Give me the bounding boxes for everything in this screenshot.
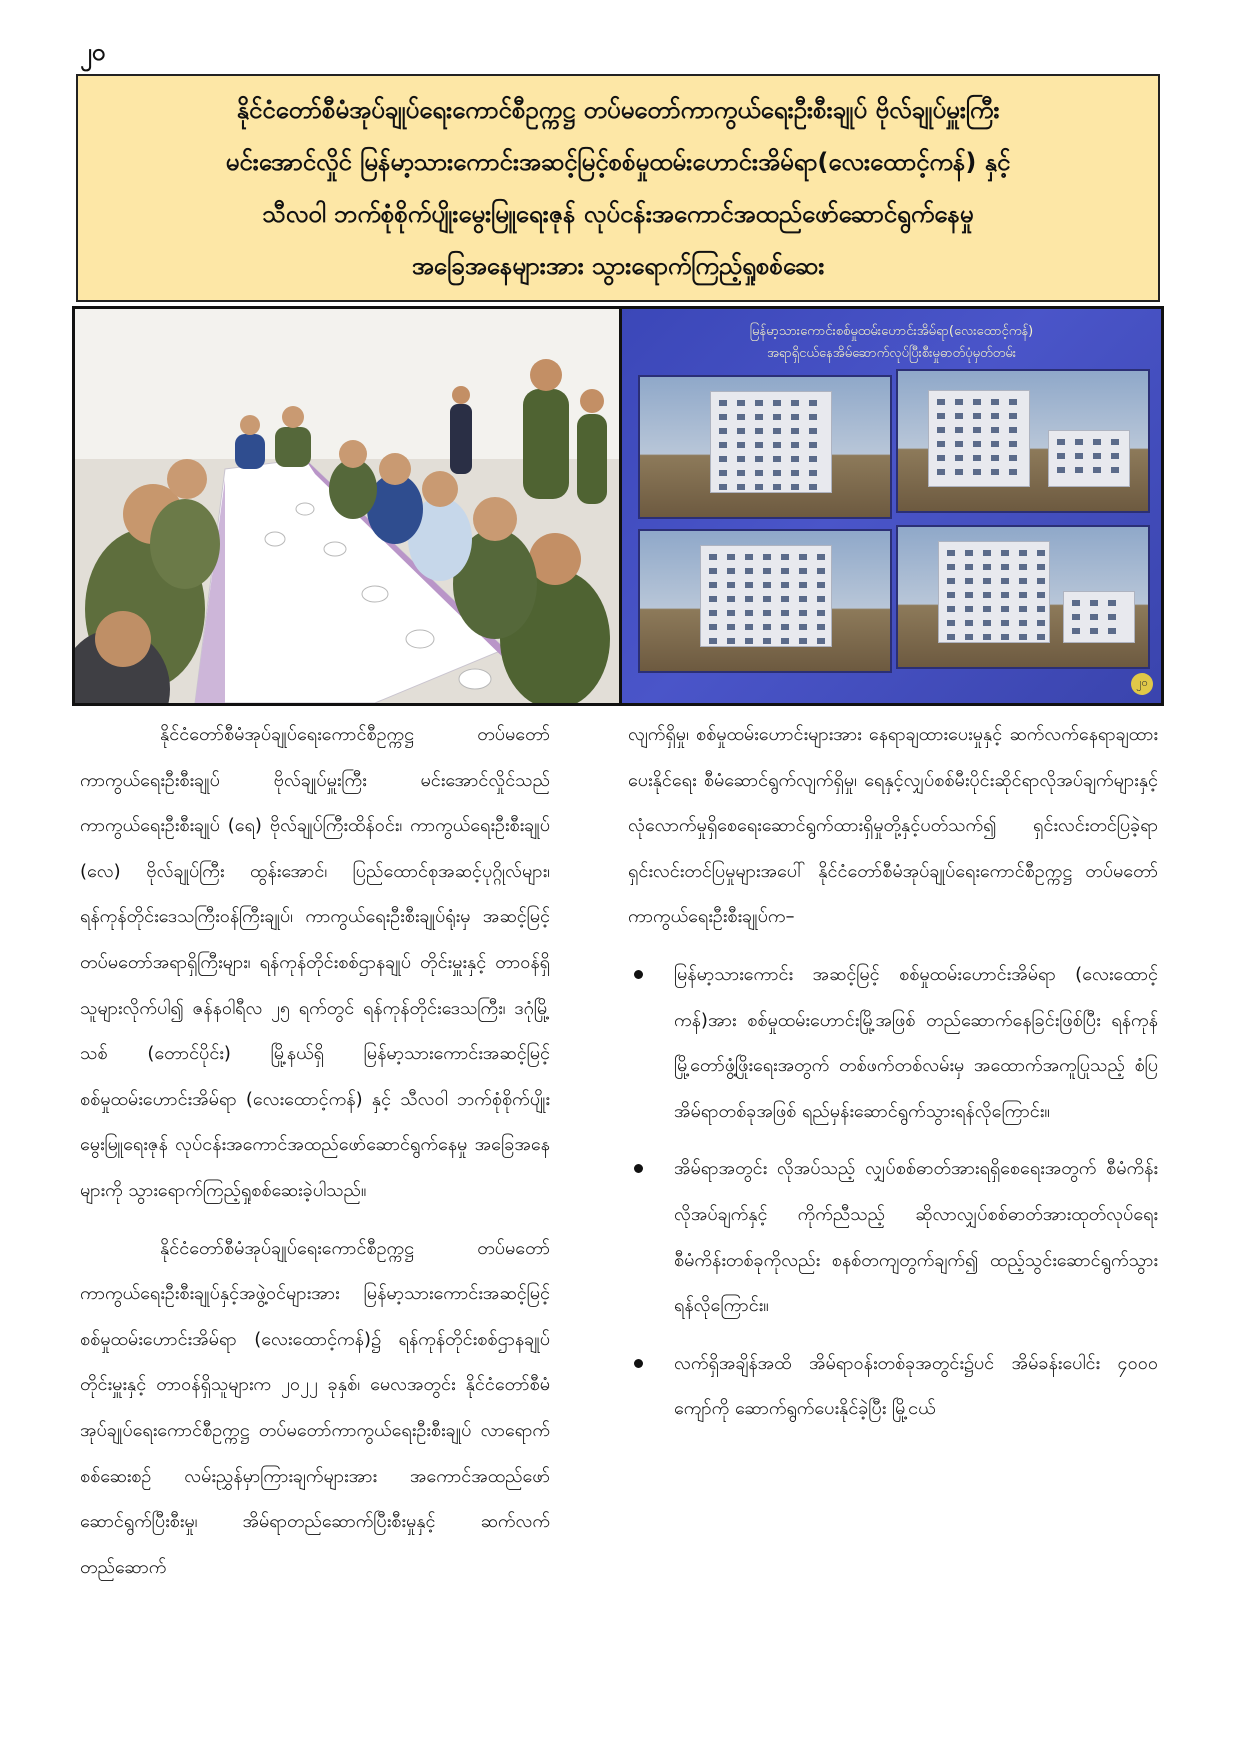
headline-line-4: အခြေအနေများအား သွားရောက်ကြည့်ရှုစစ်ဆေး bbox=[411, 252, 825, 280]
building-photo-4 bbox=[896, 525, 1150, 669]
slide-title-line-2: အရာရှိငယ်နေအိမ်ဆောက်လုပ်ပြီးစီးမှုဓာတ်ပုံမှတ်တမ်း bbox=[766, 346, 1017, 361]
headline-line-1: နိုင်ငံတော်စီမံအုပ်ချုပ်ရေးကောင်စီဥက္ကဋ္ဌ တပ်မတော်ကာကွယ်ရေးဦးစီးချုပ် ဗိုလ်ချုပ်မှူးကြီး bbox=[236, 96, 1000, 124]
directive-item-1 bbox=[628, 952, 1158, 1134]
bullet-icon bbox=[634, 1164, 643, 1173]
bullet-icon bbox=[634, 1359, 643, 1368]
directive-item-2 bbox=[628, 1146, 1158, 1328]
article-paragraph-2: နိုင်ငံတော်စီမံအုပ်ချုပ်ရေးကောင်စီဥက္ကဋ္ဌ တပ်မတော်ကာကွယ်ရေးဦးစီးချုပ်နှင့်အဖွဲ့ဝင်များအား မြန်မာ့သားကောင်းအဆင့်မြင့်စစ်မှုထမ်းဟောင်းအိမ်ရာ (လေးထောင့်ကန်)၌ ရန်ကုန်တိုင်းစစ်ဌာနချုပ်တိုင်းမှူးနှင့် တာဝန်ရှိသူများက ၂၀၂၂ ခုနှစ်၊ မေလအတွင်း နိုင်ငံတော်စီမံအုပ်ချုပ်ရေးကောင်စီဥက္ကဋ္ဌ တပ်မတော်ကာကွယ်ရေးဦးစီးချုပ် လာရောက်စစ်ဆေးစဉ် လမ်းညွှန်မှာကြားချက်များအား အကောင်အထည်ဖော်ဆောင်ရွက်ပြီးစီးမှု၊ အိမ်ရာတည်ဆောက်ပြီးစီးမှုနှင့် ဆက်လက်တည်ဆောက် bbox=[80, 1237, 550, 1578]
meeting-scene-illustration bbox=[75, 309, 619, 703]
directive-item-text: လက်ရှိအချိန်အထိ အိမ်ရာဝန်းတစ်ခုအတွင်း၌ပင် အိမ်ခန်းပေါင်း ၄၀၀၀ ကျော်ကို ဆောက်ရွက်ပေးနိုင်ခဲ့ပြီး မြို့ငယ် bbox=[674, 1352, 1158, 1420]
building-photo-1 bbox=[638, 375, 892, 519]
page-number: ၂၀ bbox=[80, 38, 106, 66]
directive-item-3 bbox=[628, 1341, 1158, 1432]
article-paragraph-3: လျက်ရှိမှု၊ စစ်မှုထမ်းဟောင်းများအား နေရာချထားပေးမှုနှင့် ဆက်လက်နေရာချထားပေးနိုင်ရေး စီမံဆောင်ရွက်လျက်ရှိမှု၊ ရေနှင့်လျှပ်စစ်မီးပိုင်းဆိုင်ရာလိုအပ်ချက်များနှင့် လုံလောက်မှုရှိစေရေးဆောင်ရွက်ထားရှိမှုတို့နှင့်ပတ်သက်၍ ရှင်းလင်းတင်ပြခဲ့ရာ ရှင်းလင်းတင်ပြမှုများအပေါ် နိုင်ငံတော်စီမံအုပ်ချုပ်ရေးကောင်စီဥက္ကဋ္ဌ တပ်မတော်ကာကွယ်ရေးဦးစီးချုပ်က– bbox=[628, 724, 1158, 928]
headline-box bbox=[76, 74, 1160, 302]
presentation-slide-photo bbox=[622, 309, 1161, 703]
directive-list bbox=[628, 952, 1158, 1432]
slide-page-badge: ၂၀ bbox=[1131, 673, 1153, 695]
article-column-left bbox=[80, 712, 550, 1602]
headline-line-3: သီလဝါ ဘက်စုံစိုက်ပျိုးမွေးမြူရေးဇုန် လုပ်ငန်းအကောင်အထည်ဖော်ဆောင်ရွက်နေမှု bbox=[262, 200, 974, 228]
slide-title bbox=[622, 321, 1161, 365]
headline-line-2: မင်းအောင်လှိုင် မြန်မာ့သားကောင်းအဆင့်မြင့်စစ်မှုထမ်းဟောင်းအိမ်ရာ(လေးထောင့်ကန်) နှင့် bbox=[225, 148, 1011, 176]
bullet-icon bbox=[634, 970, 643, 979]
article-column-right bbox=[628, 712, 1158, 1444]
photo-collage bbox=[72, 306, 1164, 706]
meeting-photo bbox=[75, 309, 619, 703]
article-paragraph-1: နိုင်ငံတော်စီမံအုပ်ချုပ်ရေးကောင်စီဥက္ကဋ္ဌ တပ်မတော်ကာကွယ်ရေးဦးစီးချုပ် ဗိုလ်ချုပ်မှူးကြီး မင်းအောင်လှိုင်သည် ကာကွယ်ရေးဦးစီးချုပ် (ရေ) ဗိုလ်ချုပ်ကြီးထိန်ဝင်း၊ ကာကွယ်ရေးဦးစီးချုပ် (လေ) ဗိုလ်ချုပ်ကြီး ထွန်းအောင်၊ ပြည်ထောင်စုအဆင့်ပုဂ္ဂိုလ်များ၊ ရန်ကုန်တိုင်းဒေသကြီးဝန်ကြီးချုပ်၊ ကာကွယ်ရေးဦးစီးချုပ်ရုံးမှ အဆင့်မြင့်တပ်မတော်အရာရှိကြီးများ၊ ရန်ကုန်တိုင်းစစ်ဌာနချုပ် တိုင်းမှူးနှင့် တာဝန်ရှိသူများလိုက်ပါ၍ ဇန်နဝါရီလ ၂၅ ရက်တွင် ရန်ကုန်တိုင်းဒေသကြီး၊ ဒဂုံမြို့သစ် (တောင်ပိုင်း) မြို့နယ်ရှိ မြန်မာ့သားကောင်းအဆင့်မြင့်စစ်မှုထမ်းဟောင်းအိမ်ရာ (လေးထောင့်ကန်) နှင့် သီလဝါ ဘက်စုံစိုက်ပျိုးမွေးမြူရေးဇုန် လုပ်ငန်းအကောင်အထည်ဖော်ဆောင်ရွက်နေမှု အခြေအနေများကို သွားရောက်ကြည့်ရှုစစ်ဆေးခဲ့ပါသည်။ bbox=[80, 724, 550, 1201]
directive-item-text: အိမ်ရာအတွင်း လိုအပ်သည့် လျှပ်စစ်ဓာတ်အားရရှိစေရေးအတွက် စီမံကိန်းလိုအပ်ချက်နှင့် ကိုက်ညီသည့် ဆိုလာလျှပ်စစ်ဓာတ်အားထုတ်လုပ်ရေးစီမံကိန်းတစ်ခုကိုလည်း စနစ်တကျတွက်ချက်၍ ထည့်သွင်းဆောင်ရွက်သွားရန်လိုကြောင်း။ bbox=[674, 1158, 1158, 1317]
slide-title-line-1: မြန်မာ့သားကောင်းစစ်မှုထမ်းဟောင်းအိမ်ရာ(လေးထောင့်ကန်) bbox=[749, 324, 1034, 339]
building-photo-3 bbox=[638, 529, 892, 673]
directive-item-text: မြန်မာ့သားကောင်း အဆင့်မြင့် စစ်မှုထမ်းဟောင်းအိမ်ရာ (လေးထောင့်ကန်)အား စစ်မှုထမ်းဟောင်းမြို့အဖြစ် တည်ဆောက်နေခြင်းဖြစ်ပြီး ရန်ကုန်မြို့တော်ဖွံ့ဖြိုးရေးအတွက် တစ်ဖက်တစ်လမ်းမှ အထောက်အကူပြုသည့် စံပြအိမ်ရာတစ်ခုအဖြစ် ရည်မှန်းဆောင်ရွက်သွားရန်လိုကြောင်း။ bbox=[674, 963, 1158, 1122]
building-photo-2 bbox=[896, 369, 1150, 513]
